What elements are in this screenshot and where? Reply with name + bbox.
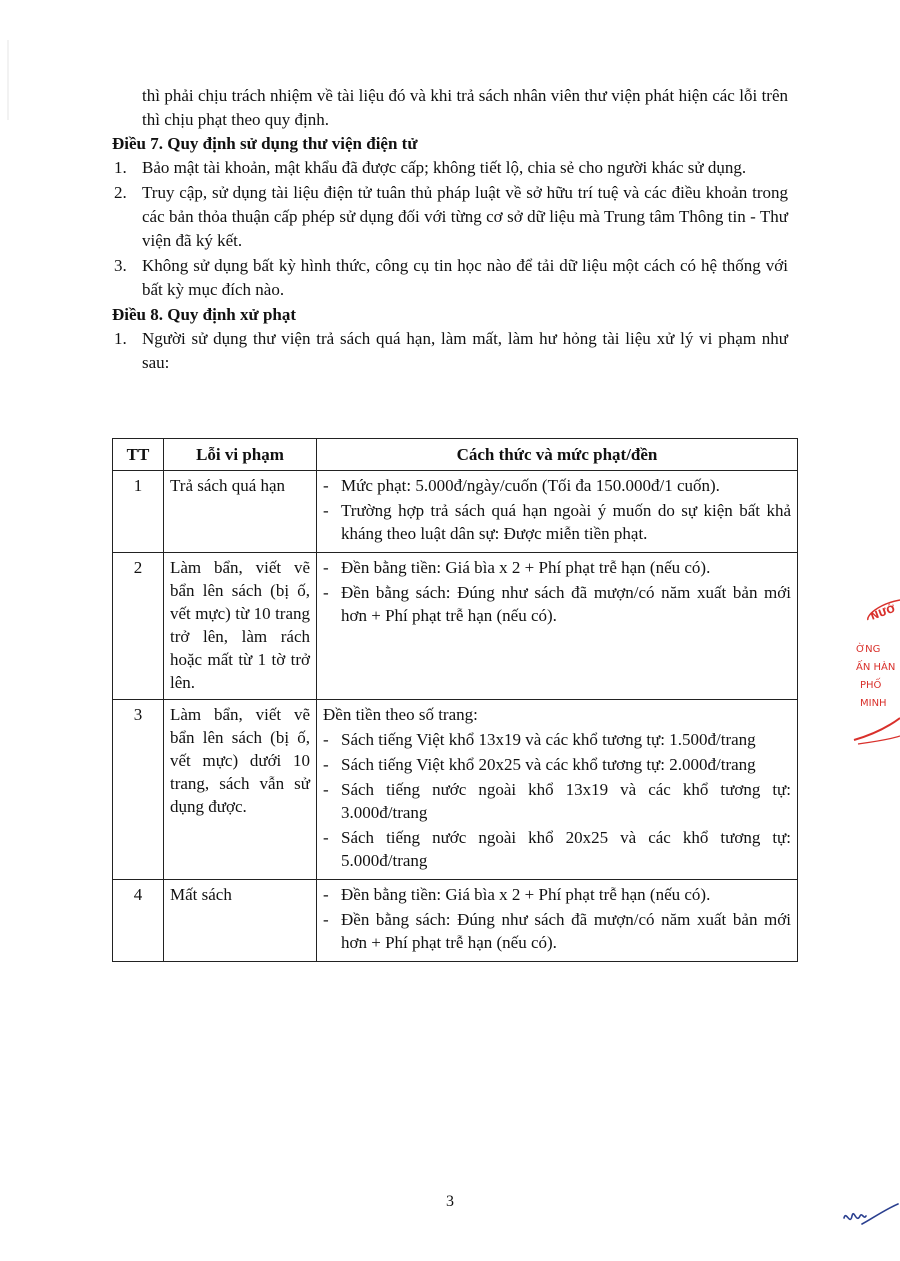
list-item: 2. Truy cập, sử dụng tài liệu điện tử tuân thủ pháp luật về sở hữu trí tuệ và các điều khoản trong các bản thỏa thuận cấp phép sử dụng đối với từng cơ sở dữ liệu mà Trung tâm Thông tin - Thư viện đã ký kết. bbox=[114, 183, 788, 250]
article-8-list bbox=[112, 327, 788, 375]
violation-cell: Làm bẩn, viết vẽ bẩn lên sách (bị ố, vết mực) từ 10 trang trở lên, làm rách hoặc mất từ 1 tờ trở lên. bbox=[164, 553, 317, 700]
penalty-cell bbox=[317, 471, 798, 553]
penalty-cell bbox=[317, 553, 798, 700]
penalty-cell bbox=[317, 880, 798, 962]
svg-text:MINH: MINH bbox=[860, 698, 887, 709]
penalty-item: - Sách tiếng nước ngoài khổ 13x19 và các khổ tương tự: 3.000đ/trang bbox=[323, 780, 791, 822]
scan-artifact-marks bbox=[0, 40, 16, 120]
row-number: 1 bbox=[113, 471, 164, 553]
penalty-item: - Sách tiếng Việt khổ 20x25 và các khổ tương tự: 2.000đ/trang bbox=[323, 755, 756, 774]
svg-text:ẤN HÀN: ẤN HÀN bbox=[856, 662, 896, 673]
table-row bbox=[113, 471, 798, 553]
header-tt: TT bbox=[113, 439, 164, 471]
document-body bbox=[112, 84, 788, 376]
penalty-item: - Sách tiếng Việt khổ 13x19 và các khổ tương tự: 1.500đ/trang bbox=[323, 730, 756, 749]
penalty-intro: Đền tiền theo số trang: bbox=[323, 705, 478, 724]
official-seal-stamp bbox=[848, 590, 900, 750]
svg-text:ỜNG: ỜNG bbox=[856, 644, 881, 655]
penalty-item: - Trường hợp trả sách quá hạn ngoài ý muốn do sự kiện bất khả kháng theo luật dân sự: Được miễn tiền phạt. bbox=[323, 501, 791, 543]
penalty-item: - Đền bằng sách: Đúng như sách đã mượn/có năm xuất bản mới hơn + Phí phạt trễ hạn (nếu có). bbox=[323, 583, 791, 625]
penalty-cell bbox=[317, 700, 798, 880]
handwritten-signature bbox=[840, 1198, 900, 1238]
article-8-heading: Điều 8. Quy định xử phạt bbox=[112, 305, 297, 324]
page-number: 3 bbox=[446, 1193, 454, 1210]
violation-cell: Trả sách quá hạn bbox=[164, 471, 317, 553]
header-penalty: Cách thức và mức phạt/đền bbox=[317, 439, 798, 471]
list-item: 1. Bảo mật tài khoản, mật khẩu đã được cấp; không tiết lộ, chia sẻ cho người khác sử dụng. bbox=[114, 158, 747, 177]
table-row bbox=[113, 553, 798, 700]
penalty-table bbox=[112, 438, 798, 962]
penalty-item: - Mức phạt: 5.000đ/ngày/cuốn (Tối đa 150.000đ/1 cuốn). bbox=[323, 476, 720, 495]
article-7-list bbox=[112, 156, 788, 302]
svg-text:PHỐ: PHỐ bbox=[860, 680, 882, 691]
penalty-item: - Sách tiếng nước ngoài khổ 20x25 và các khổ tương tự: 5.000đ/trang bbox=[323, 828, 791, 870]
continuation-paragraph: thì phải chịu trách nhiệm về tài liệu đó và khi trả sách nhân viên thư viện phát hiện các lỗi trên thì chịu phạt theo quy định. bbox=[142, 86, 788, 129]
table-row bbox=[113, 700, 798, 880]
violation-cell: Làm bẩn, viết vẽ bẩn lên sách (bị ố, vết mực) dưới 10 trang, sách vẫn sử dụng được. bbox=[164, 700, 317, 880]
header-violation: Lỗi vi phạm bbox=[164, 439, 317, 471]
row-number: 4 bbox=[113, 880, 164, 962]
penalty-item: - Đền bằng tiền: Giá bìa x 2 + Phí phạt trễ hạn (nếu có). bbox=[323, 558, 711, 577]
table-row bbox=[113, 880, 798, 962]
row-number: 3 bbox=[113, 700, 164, 880]
penalty-item: - Đền bằng sách: Đúng như sách đã mượn/có năm xuất bản mới hơn + Phí phạt trễ hạn (nếu có). bbox=[323, 910, 791, 952]
svg-text:NƯỚ: NƯỚ bbox=[869, 603, 897, 623]
article-7-heading: Điều 7. Quy định sử dụng thư viện điện tử bbox=[112, 134, 418, 153]
list-item: 1. Người sử dụng thư viện trả sách quá hạn, làm mất, làm hư hỏng tài liệu xử lý vi phạm như sau: bbox=[114, 329, 788, 372]
penalty-item: - Đền bằng tiền: Giá bìa x 2 + Phí phạt trễ hạn (nếu có). bbox=[323, 885, 711, 904]
list-item: 3. Không sử dụng bất kỳ hình thức, công cụ tin học nào để tải dữ liệu một cách có hệ thống với bất kỳ mục đích nào. bbox=[114, 256, 788, 299]
row-number: 2 bbox=[113, 553, 164, 700]
violation-cell: Mất sách bbox=[164, 880, 317, 962]
table-header-row bbox=[113, 439, 798, 471]
